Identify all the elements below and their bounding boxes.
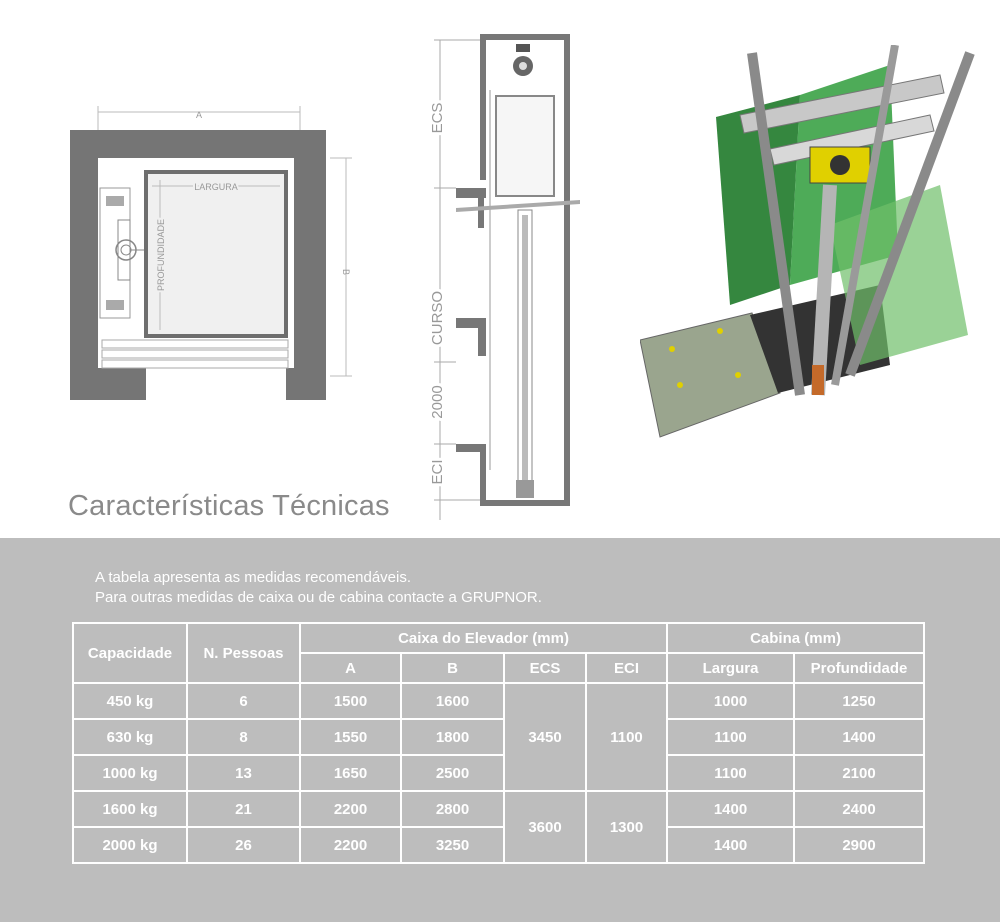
cell-pessoas: 13 (187, 755, 300, 791)
cell-ecs: 3450 (504, 683, 586, 791)
cell-a: 2200 (300, 827, 401, 863)
header-capacidade: Capacidade (73, 623, 187, 683)
cell-b: 1800 (401, 719, 504, 755)
header-largura: Largura (667, 653, 794, 683)
cell-b: 1600 (401, 683, 504, 719)
cell-capacidade: 1600 kg (73, 791, 187, 827)
cell-a: 2200 (300, 791, 401, 827)
cell-largura: 1400 (667, 827, 794, 863)
dimension-a-label: A (195, 110, 203, 120)
cell-largura: 1100 (667, 719, 794, 755)
cell-profundidade: 1250 (794, 683, 924, 719)
cell-eci: 1300 (586, 791, 667, 863)
table-row (73, 791, 924, 827)
cell-profundidade: 2400 (794, 791, 924, 827)
table-row (73, 719, 924, 755)
cell-a: 1650 (300, 755, 401, 791)
cell-pessoas: 21 (187, 791, 300, 827)
cell-b: 3250 (401, 827, 504, 863)
cell-pessoas: 6 (187, 683, 300, 719)
header-caixa: Caixa do Elevador (mm) (300, 623, 667, 653)
plan-view-drawing (60, 100, 360, 410)
cell-capacidade: 2000 kg (73, 827, 187, 863)
table-row (73, 827, 924, 863)
intro-line-2: Para outras medidas de caixa ou de cabina contacte a GRUPNOR. (95, 589, 542, 606)
cell-eci: 1100 (586, 683, 667, 791)
header-cabina: Cabina (mm) (667, 623, 924, 653)
cell-ecs: 3600 (504, 791, 586, 863)
profundidade-label: PROFUNDIDADE (156, 218, 166, 292)
cell-capacidade: 1000 kg (73, 755, 187, 791)
eci-label: ECI (429, 459, 446, 485)
header-eci: ECI (586, 653, 667, 683)
cell-b: 2500 (401, 755, 504, 791)
dimension-b-label: B (341, 268, 351, 276)
specifications-table (72, 622, 925, 864)
cell-capacidade: 630 kg (73, 719, 187, 755)
table-row (73, 755, 924, 791)
elevator-3d-illustration (640, 45, 985, 445)
header-pessoas: N. Pessoas (187, 623, 300, 683)
cell-largura: 1000 (667, 683, 794, 719)
table-row (73, 683, 924, 719)
dimension-2000-label: 2000 (429, 385, 446, 419)
header-a: A (300, 653, 401, 683)
header-ecs: ECS (504, 653, 586, 683)
cell-b: 2800 (401, 791, 504, 827)
page-title: Características Técnicas (68, 490, 390, 522)
largura-label: LARGURA (194, 182, 238, 192)
cell-largura: 1100 (667, 755, 794, 791)
intro-text (95, 568, 542, 608)
cell-a: 1500 (300, 683, 401, 719)
cell-a: 1550 (300, 719, 401, 755)
ecs-label: ECS (429, 102, 446, 134)
cell-pessoas: 26 (187, 827, 300, 863)
cell-capacidade: 450 kg (73, 683, 187, 719)
header-row-1 (73, 623, 924, 653)
cell-profundidade: 2100 (794, 755, 924, 791)
header-b: B (401, 653, 504, 683)
cell-profundidade: 1400 (794, 719, 924, 755)
cell-pessoas: 8 (187, 719, 300, 755)
section-view-drawing (420, 30, 580, 525)
cell-largura: 1400 (667, 791, 794, 827)
header-profundidade: Profundidade (794, 653, 924, 683)
intro-line-1: A tabela apresenta as medidas recomendáveis. (95, 569, 412, 586)
cell-profundidade: 2900 (794, 827, 924, 863)
curso-label: CURSO (429, 290, 446, 346)
